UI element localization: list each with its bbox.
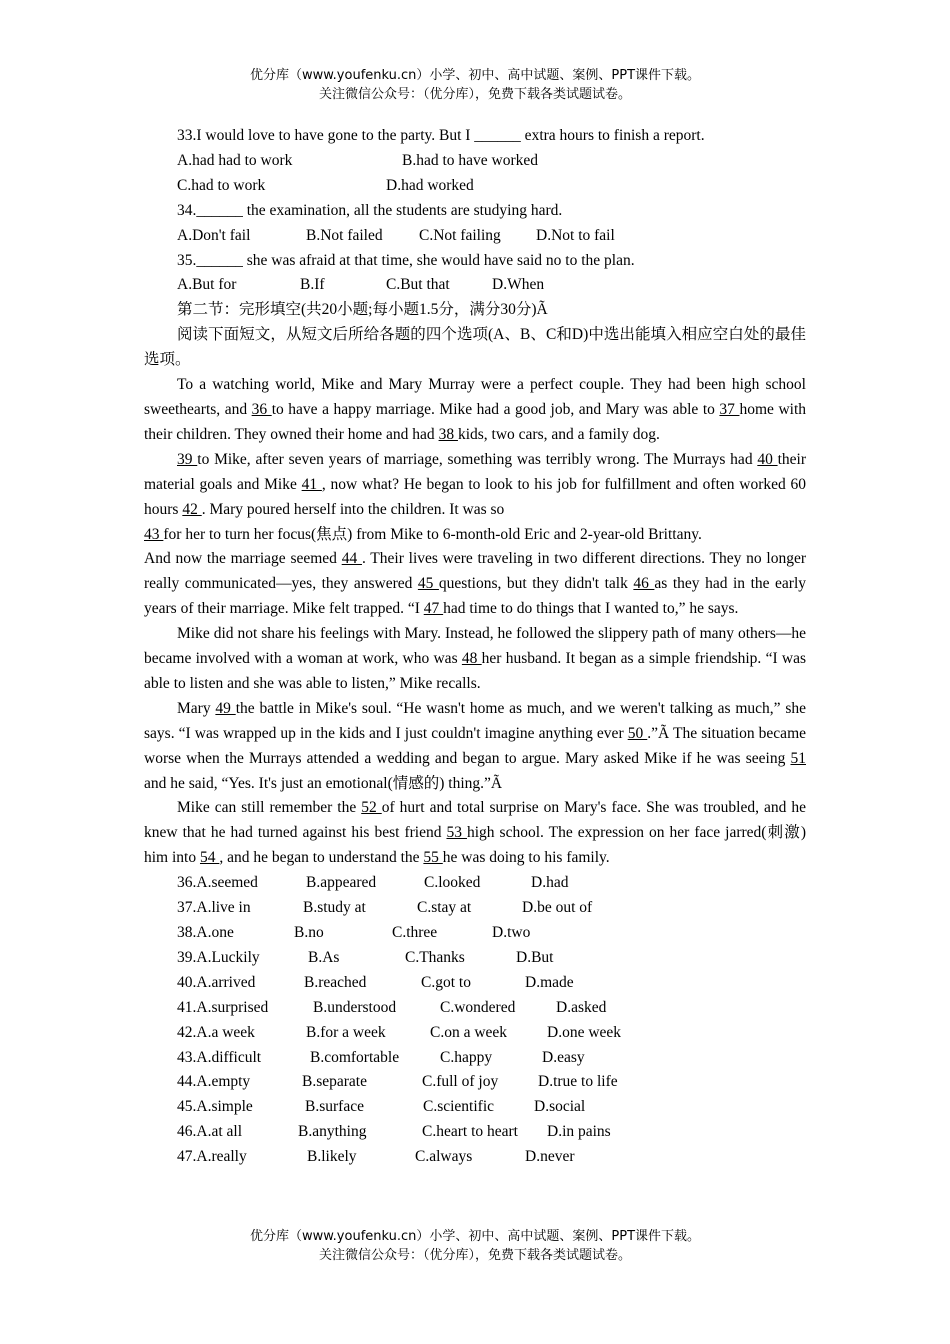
question-35-options xyxy=(144,273,806,298)
q35-option-d: D.When xyxy=(492,276,545,294)
blank-44: 44 xyxy=(341,550,362,568)
passage-text: for her to turn her focus(焦点) from Mike to 6-month-old Eric and 2-year-old Brittany. xyxy=(163,525,702,543)
option-row-40 xyxy=(144,971,806,996)
option-row-44 xyxy=(144,1070,806,1095)
option-b: B.appeared xyxy=(306,874,377,892)
passage-text: home with their children. They owned their home and had xyxy=(144,400,807,443)
exam-content xyxy=(144,124,806,1170)
page-header xyxy=(0,66,950,104)
blank-48: 48 xyxy=(461,650,482,668)
passage-paragraph-3 xyxy=(144,622,806,697)
passage-text: , and he began to understand the xyxy=(219,849,424,867)
cloze-options xyxy=(144,871,806,1170)
option-row-46 xyxy=(144,1120,806,1145)
section-title: 第二节：完形填空(共20小题;每小题1.5分，满分30分)Ã xyxy=(177,301,548,319)
blank-39: 39 xyxy=(177,450,198,468)
footer-line-2: 关注微信公众号：（优分库），免费下载各类试题试卷。 xyxy=(318,1248,631,1263)
option-a: 42.A.a week xyxy=(177,1023,255,1041)
q33-option-d: D.had worked xyxy=(386,176,474,194)
option-c: C.stay at xyxy=(417,899,472,917)
option-c: C.got to xyxy=(421,973,471,991)
blank-49: 49 xyxy=(215,699,236,717)
q33-option-a: A.had had to work xyxy=(177,151,293,169)
option-d: D.true to life xyxy=(538,1073,618,1091)
passage-text: their material goals and Mike xyxy=(144,450,806,493)
option-row-41 xyxy=(144,996,806,1021)
section-instruction: 阅读下面短文，从短文后所给各题的四个选项(A、B、C和D)中选出能填入相应空白处的最佳选项。 xyxy=(144,326,806,369)
option-d: D.had xyxy=(531,874,569,892)
passage-text: . Mary poured herself into the children. It was so xyxy=(201,500,505,518)
passage-text: And now the marriage seemed xyxy=(144,550,342,568)
blank-40: 40 xyxy=(757,450,778,468)
option-b: B.anything xyxy=(298,1123,367,1141)
question-34-stem: 34.______ the examination, all the students are studying hard. xyxy=(177,201,563,219)
option-b: B.study at xyxy=(303,899,366,917)
option-row-36 xyxy=(144,871,806,896)
option-c: C.wondered xyxy=(440,998,516,1016)
passage-text: to Mike, after seven years of marriage, something was terribly wrong. The Murrays had xyxy=(197,450,758,468)
option-b: B.for a week xyxy=(306,1023,386,1041)
header-line-2: 关注微信公众号：（优分库），免费下载各类试题试卷。 xyxy=(318,87,631,102)
option-d: D.But xyxy=(516,948,554,966)
option-a: 45.A.simple xyxy=(177,1098,253,1116)
option-d: D.social xyxy=(534,1098,586,1116)
option-c: C.on a week xyxy=(430,1023,508,1041)
option-c: C.looked xyxy=(424,874,481,892)
passage-text: kids, two cars, and a family dog. xyxy=(457,425,660,443)
footer-line-1: 优分库（www.youfenku.cn）小学、初中、高中试题、案例、PPT课件下载。 xyxy=(249,1229,701,1244)
option-d: D.two xyxy=(492,924,531,941)
option-a: 47.A.really xyxy=(177,1148,247,1166)
blank-46: 46 xyxy=(633,575,655,593)
option-row-45 xyxy=(144,1095,806,1120)
passage-text: of hurt and total surprise on Mary's face. She was troubled, and he knew that he had turned against his best friend xyxy=(144,799,806,842)
option-a: 37.A.live in xyxy=(177,899,251,917)
q34-option-a: A.Don't fail xyxy=(177,226,251,244)
option-row-39 xyxy=(144,946,806,971)
blank-50: 50 xyxy=(627,724,648,742)
option-b: B.surface xyxy=(305,1098,364,1116)
passage-text: had time to do things that I wanted to,” he says. xyxy=(443,600,739,618)
option-a: 39.A.Luckily xyxy=(177,948,260,966)
option-d: D.made xyxy=(525,973,574,991)
option-d: D.never xyxy=(525,1148,575,1166)
passage-text: .”Ã The situation became worse when the Murrays attended a wedding and began to argue. Mary asked Mike if he was seeing xyxy=(144,724,807,767)
option-b: B.understood xyxy=(313,998,397,1016)
q35-option-a: A.But for xyxy=(177,276,237,294)
option-b: B.As xyxy=(308,948,340,966)
passage-text: he was doing to his family. xyxy=(442,849,610,867)
blank-51: 51 xyxy=(790,749,806,767)
option-c: C.three xyxy=(392,924,438,941)
q35-option-b: B.If xyxy=(300,276,325,294)
option-b: B.likely xyxy=(307,1148,357,1166)
passage-text: high school. The expression on her face jarred(刺激) him into xyxy=(144,824,806,867)
blank-37: 37 xyxy=(719,400,740,418)
option-c: C.full of joy xyxy=(422,1073,499,1091)
passage-paragraph-2-cont xyxy=(144,523,806,548)
option-d: D.one week xyxy=(547,1023,622,1041)
passage-text: , now what? He began to look to his job for fulfillment and often worked 60 hours xyxy=(144,475,807,518)
question-33-options-row1 xyxy=(144,149,806,174)
option-a: 36.A.seemed xyxy=(177,874,258,892)
option-a: 40.A.arrived xyxy=(177,973,256,991)
passage-paragraph-1 xyxy=(144,373,806,448)
option-row-37 xyxy=(144,896,806,921)
option-c: C.always xyxy=(415,1148,473,1166)
blank-47: 47 xyxy=(423,600,444,618)
passage-text: questions, but they didn't talk xyxy=(438,575,634,593)
q35-option-c: C.But that xyxy=(386,276,450,294)
blank-43: 43 xyxy=(144,525,164,543)
question-33-options-row2 xyxy=(144,174,806,199)
passage-text: the battle in Mike's soul. “He wasn't home as much, and we weren't talking as much,” she says. “I was wrapped up in the kids and I just couldn't imagine anything ever xyxy=(144,699,807,742)
question-34-options xyxy=(144,224,806,249)
option-d: D.asked xyxy=(556,998,607,1016)
passage-text: as they had in the early years of their marriage. Mike felt trapped. “I xyxy=(144,575,807,618)
option-a: 46.A.at all xyxy=(177,1123,242,1141)
blank-52: 52 xyxy=(361,799,382,817)
blank-54: 54 xyxy=(199,849,220,867)
passage-text: To a watching world, Mike and Mary Murray were a perfect couple. They had been high school sweethearts, and xyxy=(144,376,806,418)
passage-text: Mike can still remember the xyxy=(177,799,362,817)
option-a: 38.A.one xyxy=(177,924,234,941)
option-b: B.no xyxy=(294,924,324,941)
blank-53: 53 xyxy=(446,824,467,842)
blank-36: 36 xyxy=(251,400,272,418)
q33-option-b: B.had to have worked xyxy=(402,151,539,169)
passage-text: her husband. It began as a simple friendship. “I was able to listen and she was able to listen,” Mike recalls. xyxy=(144,650,806,692)
option-d: D.easy xyxy=(542,1048,585,1066)
question-35-stem: 35.______ she was afraid at that time, she would have said no to the plan. xyxy=(177,251,635,269)
passage-paragraph-4 xyxy=(144,697,806,797)
blank-45: 45 xyxy=(417,575,439,593)
q33-option-c: C.had to work xyxy=(177,176,266,194)
option-a: 43.A.difficult xyxy=(177,1048,262,1066)
passage-text: Mike did not share his feelings with Mary. Instead, he followed the slippery path of many others—he became involved with a woman at work, who was xyxy=(144,625,806,668)
q34-option-c: C.Not failing xyxy=(419,226,501,244)
option-d: D.in pains xyxy=(547,1123,611,1141)
option-row-42 xyxy=(144,1021,806,1046)
blank-38: 38 xyxy=(438,425,458,443)
option-d: D.be out of xyxy=(522,899,593,917)
option-a: 44.A.empty xyxy=(177,1073,251,1091)
option-row-47 xyxy=(144,1145,806,1170)
passage-paragraph-2-cont2 xyxy=(144,547,806,622)
option-b: B.comfortable xyxy=(310,1048,400,1066)
blank-42: 42 xyxy=(182,500,202,518)
option-c: C.happy xyxy=(440,1048,493,1066)
option-a: 41.A.surprised xyxy=(177,998,269,1016)
passage-text: to have a happy marriage. Mike had a good job, and Mary was able to xyxy=(271,400,720,418)
option-row-43 xyxy=(144,1046,806,1071)
option-c: C.scientific xyxy=(423,1098,495,1116)
header-line-1: 优分库（www.youfenku.cn）小学、初中、高中试题、案例、PPT课件下载。 xyxy=(249,68,701,83)
q34-option-b: B.Not failed xyxy=(306,226,383,244)
option-row-38 xyxy=(144,921,806,946)
passage-text: . Their lives were traveling in two different directions. They no longer really communicated—yes, they answered xyxy=(144,550,806,593)
question-33-stem: 33.I would love to have gone to the party. But I ______ extra hours to finish a report. xyxy=(177,127,705,144)
passage-paragraph-5 xyxy=(144,796,806,871)
option-b: B.separate xyxy=(302,1073,367,1091)
option-c: C.heart to heart xyxy=(422,1123,518,1141)
passage-paragraph-2 xyxy=(144,448,806,523)
option-b: B.reached xyxy=(304,973,367,991)
option-c: C.Thanks xyxy=(405,948,465,966)
passage-text: and he said, “Yes. It's just an emotional(情感的) thing.”Ã xyxy=(144,774,503,792)
q34-option-d: D.Not to fail xyxy=(536,226,615,244)
page-footer xyxy=(0,1227,950,1265)
blank-41: 41 xyxy=(301,475,322,493)
passage-text: Mary xyxy=(177,699,216,717)
blank-55: 55 xyxy=(423,849,443,867)
